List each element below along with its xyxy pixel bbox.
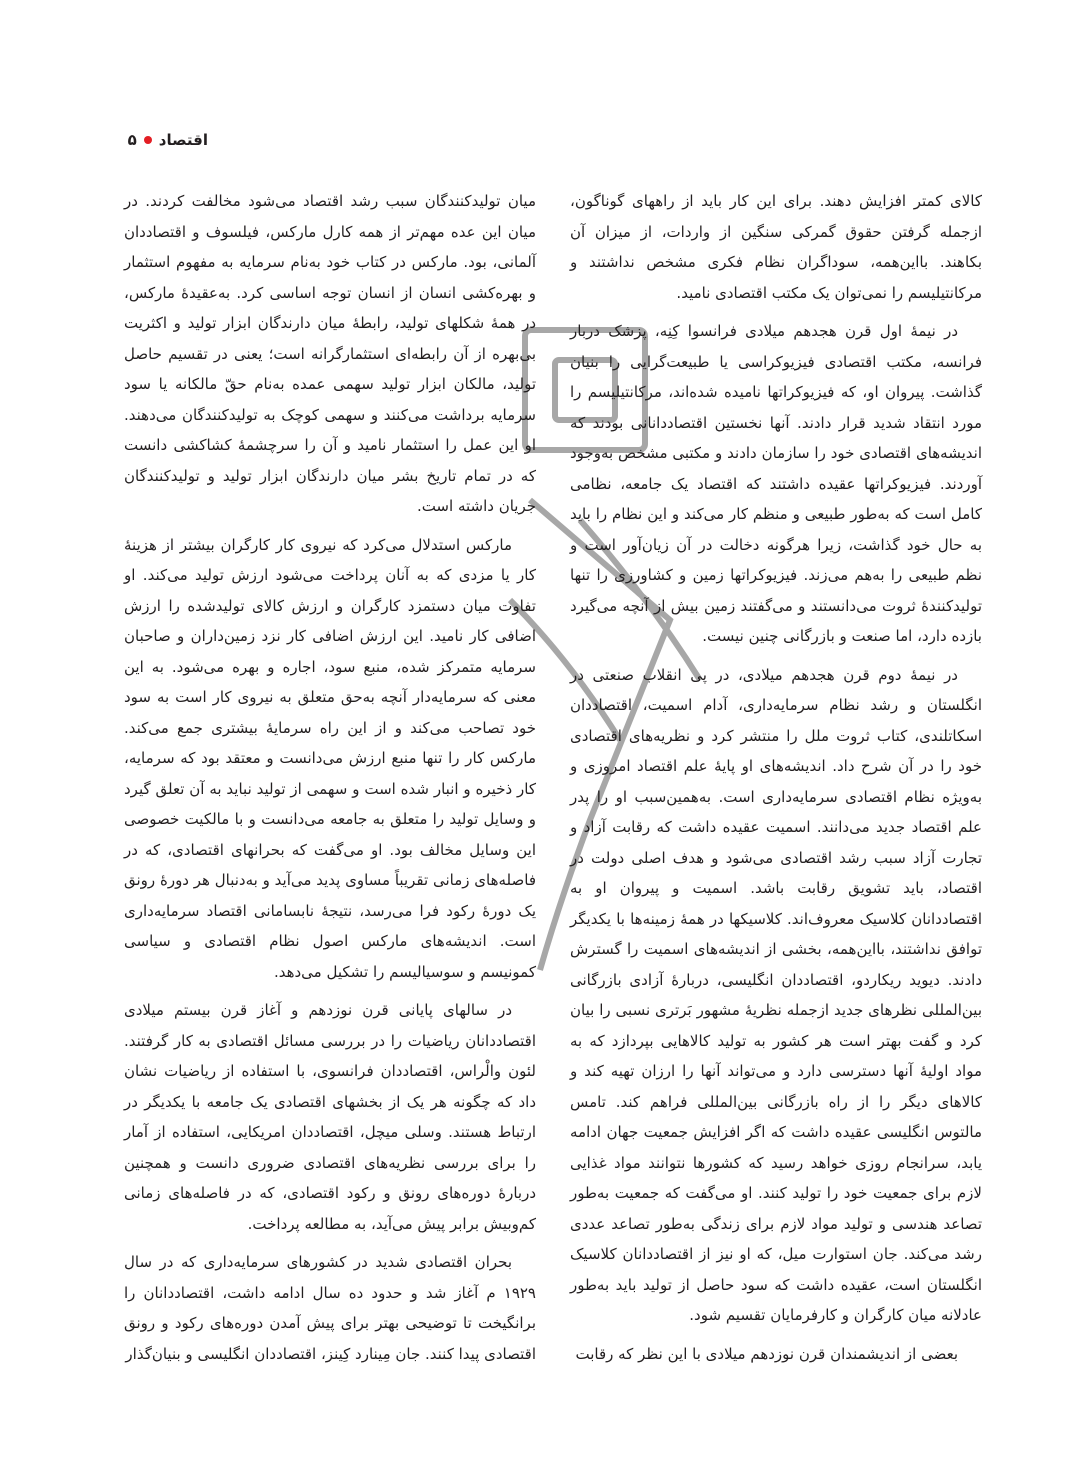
paragraph: در سالهای پایانی قرن نوزدهم و آغاز قرن بیستم میلادی اقتصاددانان ریاضیات را در بررسی مسائل اقتصادی به کار گرفتند. لئون والْراس، اقتصاددان فرانسوی، با استفاده از ریاضیات نشان داد که چگونه هر یک از بخشهای اقتصادی یک جامعه با یکدیگر در ارتباط هستند. وسلی میچل، اقتصاددان امریکایی، استفاده از آمار را برای بررسی نظریه‌های اقتصادی ضروری دانست و همچنین دربارهٔ دوره‌های رونق و رکود اقتصادی، که در فاصله‌های زمانی کم‌وبیش برابر پیش می‌آید، به مطالعه پرداخت. — [124, 1001, 536, 1233]
paragraph: میان تولیدکنندگان سبب رشد اقتصاد می‌شود مخالفت کردند. در میان این عده مهم‌تر از همه کارل مارکس، فیلسوف و اقتصاددان آلمانی، بود. مارکس در کتاب خود به‌نام سرمایه به مفهوم استثمار و بهره‌کشی انسان از انسان توجه اساسی کرد. به‌عقیدهٔ مارکس، در همهٔ شکلهای تولید، رابطهٔ میان دارندگان ابزار تولید و اکثریت بی‌بهره از آن رابطه‌ای استثمارگرانه است؛ یعنی در تقسیم حاصل تولید، مالکان ابزار تولید سهمی عمده به‌نام حقّ مالکانه یا سود سرمایه برداشت می‌کنند و سهمی کوچک به تولیدکنندگان می‌دهند. او این عمل را استثمار نامید و آن را سرچشمهٔ کشاکشی دانست که در تمام تاریخ بشر میان دارندگان ابزار تولید و تولیدکنندگان جریان داشته است. — [124, 192, 536, 515]
paragraph: در نیمهٔ دوم قرن هجدهم میلادی، در پی انقلاب صنعتی در انگلستان و رشد نظام سرمایه‌داری، آدام اسمیت، اقتصاددان اسکاتلندی، کتاب ثروت ملل را منتشر کرد و نظریه‌های اقتصادی خود را در آن شرح داد. اندیشه‌های او پایهٔ علم اقتصاد امروزی و به‌ویژه نظام اقتصادی سرمایه‌داری است. به‌همین‌سبب او را پدر علم اقتصاد جدید می‌دانند. اسمیت عقیده داشت که رقابت آزاد و تجارت آزاد سبب رشد اقتصادی می‌شود و هدف اصلی دولت در اقتصاد، باید تشویق رقابت باشد. اسمیت و پیروان او به اقتصاددانان کلاسیک معروف‌اند. کلاسیکها در همهٔ زمینه‌ها با یکدیگر توافق نداشتند، بااین‌همه، بخشی از اندیشه‌های اسمیت را گسترش دادند. دیوید ریکاردو، اقتصاددان انگلیسی، دربارهٔ آزادی بازرگانی بین‌المللی نظرهای جدید ازجمله نظریهٔ مشهور بَرتری نسبی را بیان کرد و گفت بهتر است هر کشور به تولید کالاهایی بپردازد که به مواد اولیهٔ آنها دسترسی دارد و می‌تواند آنها را ارزان تهیه کند و کالاهای دیگر را از راه بازرگانی بین‌المللی فراهم کند. تامس مالتوس انگلیسی عقیده داشت که اگر افزایش جمعیت جهان ادامه یابد، سرانجام روزی خواهد رسید که کشورها نتوانند مواد غذایی لازم برای جمعیت خود را تولید کنند. او می‌گفت که جمعیت به‌طور تصاعد هندسی و تولید مواد لازم برای زندگی به‌طور تصاعد عددی رشد می‌کند. جان استوارت میل، که او نیز از اقتصاددانان کلاسیک انگلستان است، عقیده داشت که سود حاصل از تولید باید به‌طور عادلانه میان کارگران و کارفرمایان تقسیم شود. — [570, 665, 982, 1324]
paragraph: بحران اقتصادی شدید در کشورهای سرمایه‌داری که در سال ۱۹۲۹ م آغاز شد و حدود ده سال ادامه داشت، اقتصاددانان را برانگیخت تا توضیحی بهتر برای پیش آمدن دوره‌های رکود و رونق اقتصادی پیدا کنند. جان مِینارد کِینز، اقتصاددان انگلیسی و بنیان‌گذار — [124, 1253, 536, 1363]
paragraph: مارکس استدلال می‌کرد که نیروی کار کارگران بیشتر از هزینهٔ کار یا مزدی که به آنان پرداخت می‌شود ارزش تولید می‌کند. او تفاوت میان دستمزد کارگران و ارزش کالای تولیدشده را ارزش اضافی کار نامید. این ارزش اضافی کار نزد زمین‌داران و صاحبان سرمایه متمرکز شده، منبع سود، اجاره و بهره می‌شود. به این معنی که سرمایه‌دار آنچه به‌حق متعلق به نیروی کار است به سود خود تصاحب می‌کند و از این راه سرمایهٔ بیشتری جمع می‌کند. مارکس کار را تنها منبع ارزش می‌دانست و معتقد بود که سرمایه، کار ذخیره و انبار شده است و سهمی از تولید نباید به آن تعلق گیرد و وسایل تولید را متعلق به جامعه می‌دانست و با مالکیت خصوصی این وسایل مخالف بود. او می‌گفت که بحرانهای اقتصادی، که در فاصله‌های زمانی تقریباً مساوی پدید می‌آید و به‌دنبال هر دورهٔ رونق یک دورهٔ رکود فرا می‌رسد، نتیجهٔ نابسامانی اقتصاد سرمایه‌داری است. اندیشه‌های مارکس اصول نظام اقتصادی و سیاسی کمونیسم و سوسیالیسم را تشکیل می‌دهد. — [124, 535, 536, 981]
paragraph: کالای کمتر افزایش دهند. برای این کار باید از راههای گوناگون، ازجمله گرفتن حقوق گمرکی سنگین از واردات، از میزان آن بکاهند. بااین‌همه، سوداگران نظام فکری مشخص نداشتند و مرکانتیلیسم را نمی‌توان یک مکتب اقتصادی نامید. — [570, 192, 982, 302]
page-header — [124, 128, 208, 152]
running-title: اقتصاد — [158, 131, 208, 149]
right-column — [570, 186, 982, 1363]
paragraph: در نیمهٔ اول قرن هجدهم میلادی فرانسوا کِنِه، پزشک دربار فرانسه، مکتب اقتصادی فیزیوکراسی یا طبیعت‌گرایی را بنیان گذاشت. پیروان او، که فیزیوکراتها نامیده شده‌اند، مرکانتیلیسم را مورد انتقاد شدید قرار دادند. آنها نخستین اقتصاددانانی بودند که اندیشه‌های اقتصادی خود را سازمان دادند و مکتبی مشخص به‌وجود آوردند. فیزیوکراتها عقیده داشتند که اقتصاد یک جامعه، نظامی کامل است که به‌طور طبیعی و منظم کار می‌کند و این نظام را باید به حال خود گذاشت، زیرا هرگونه دخالت در آن زیان‌آور است و نظم طبیعی را به‌هم می‌زند. فیزیوکراتها زمین و کشاورزی را تنها تولیدکنندهٔ ثروت می‌دانستند و می‌گفتند زمین بیش از آنچه می‌گیرد بازده دارد، اما صنعت و بازرگانی چنین نیست. — [570, 322, 982, 645]
page-number: ۵ — [127, 131, 137, 149]
left-column — [124, 186, 536, 1363]
header-bullet — [144, 136, 152, 144]
paragraph: بعضی از اندیشمندان قرن نوزدهم میلادی با این نظر که رقابت — [575, 1344, 958, 1363]
